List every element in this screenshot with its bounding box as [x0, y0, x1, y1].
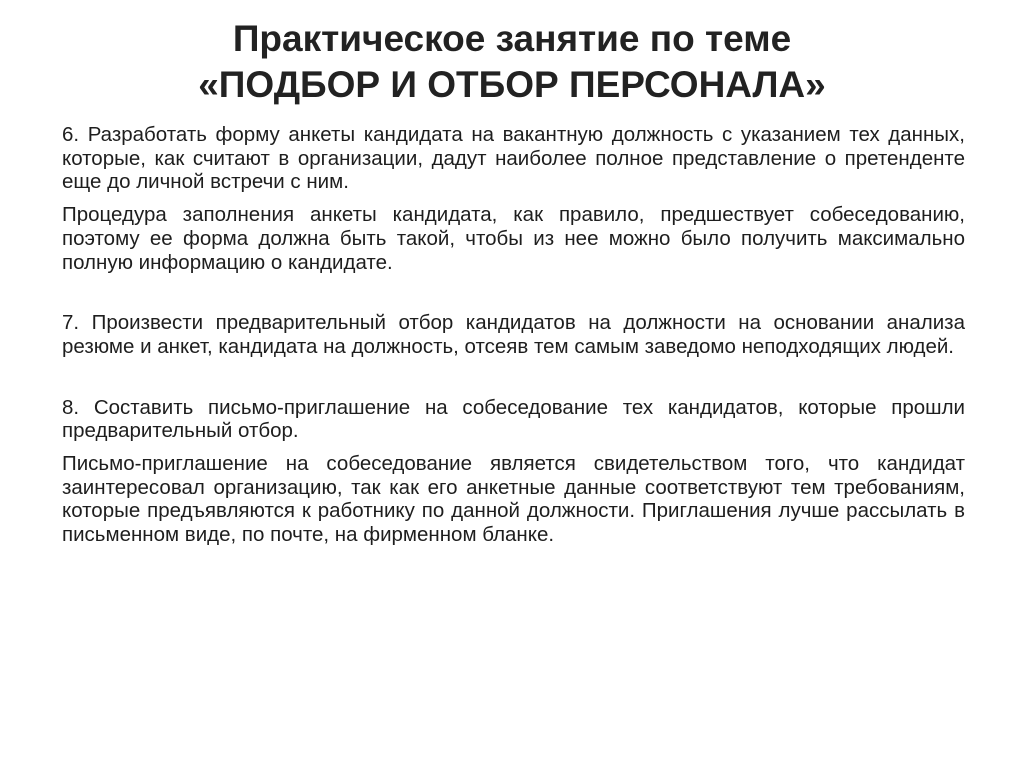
paragraph-spacer: [62, 368, 965, 396]
paragraph-task-7: 7. Произвести предварительный отбор кандидатов на должности на основании анализа резюме и анкет, кандидата на должность, отсеяв тем самым заведомо неподходящих людей.: [62, 311, 965, 358]
paragraph-spacer: [62, 283, 965, 311]
paragraph-task-8-explanation: Письмо-приглашение на собеседование является свидетельством того, что кандидат заинтересовал организацию, так как его анкетные данные соответствуют тем требованиям, которые предъявляются к работнику по данной должности. Приглашения лучше рассылать в письменном виде, по почте, на фирменном бланке.: [62, 452, 965, 547]
slide-title: [40, 16, 984, 108]
slide-body: [62, 123, 965, 556]
paragraph-task-6-explanation: Процедура заполнения анкеты кандидата, как правило, предшествует собеседованию, поэтому ее форма должна быть такой, чтобы из нее можно было получить максимально полную информацию о кандидате.: [62, 203, 965, 274]
paragraph-task-8: 8. Составить письмо-приглашение на собеседование тех кандидатов, которые прошли предварительный отбор.: [62, 395, 965, 443]
slide-title-line-2: «ПОДБОР И ОТБОР ПЕРСОНАЛА»: [198, 64, 826, 105]
paragraph-task-6: 6. Разработать форму анкеты кандидата на вакантную должность с указанием тех данных, которые, как считают в организации, дадут наиболее полное представление о претенденте еще до личной встречи с ним.: [62, 123, 965, 194]
slide-title-line-1: Практическое занятие по теме: [232, 18, 792, 59]
